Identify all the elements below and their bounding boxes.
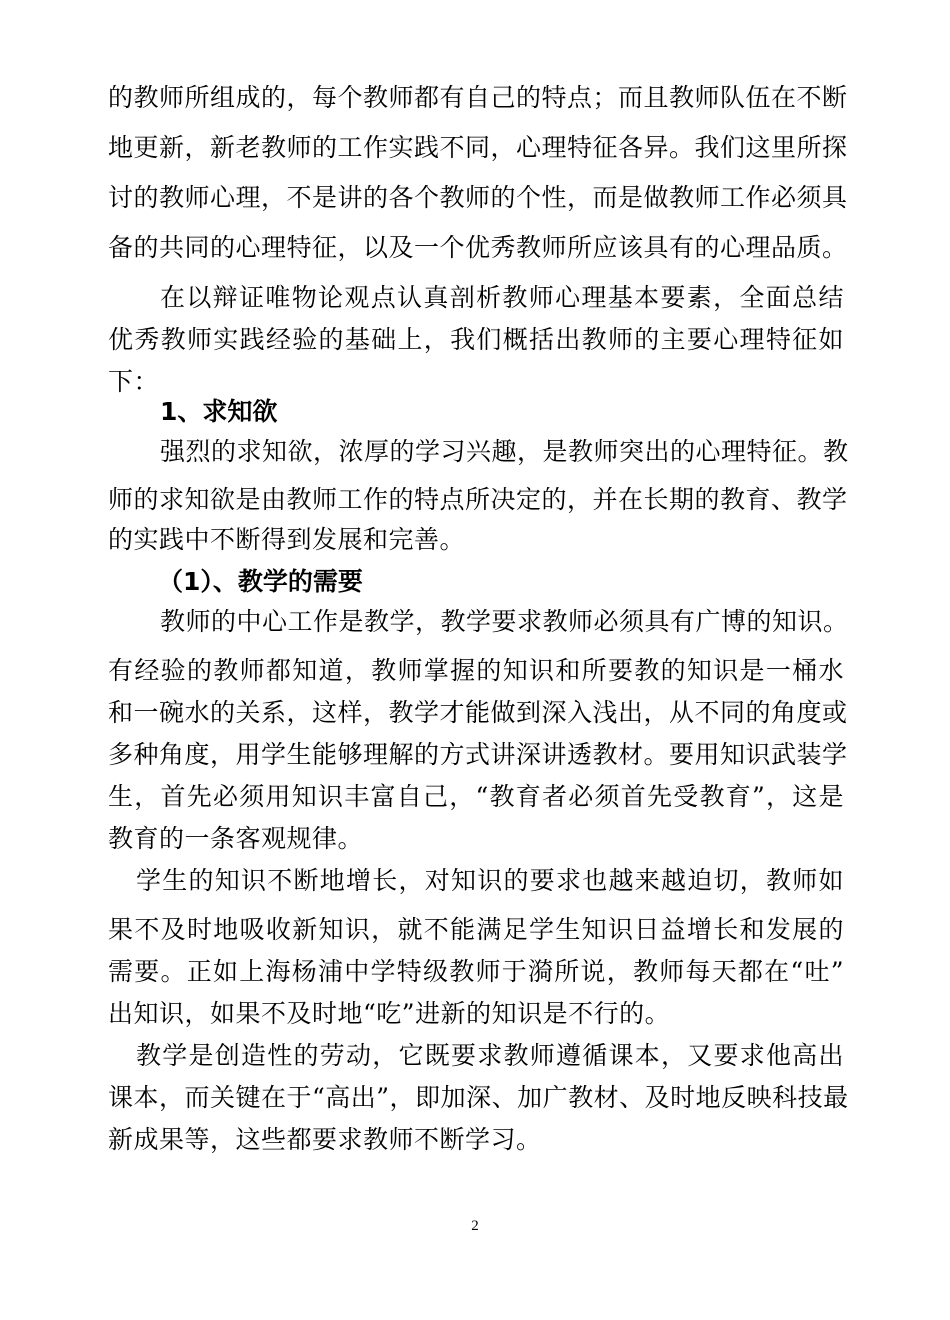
paragraph-line: 下： [108, 367, 160, 396]
section-heading: 1、求知欲 [160, 397, 278, 426]
paragraph-line: 学生的知识不断地增长，对知识的要求也越来越迫切，教师如 [136, 866, 844, 895]
paragraph-line: 教师的中心工作是教学，教学要求教师必须具有广博的知识。 [160, 607, 849, 636]
paragraph-line: 新成果等，这些都要求教师不断学习。 [108, 1125, 542, 1154]
paragraph-line: 强烈的求知欲，浓厚的学习兴趣，是教师突出的心理特征。教 [160, 437, 849, 466]
paragraph-line: 地更新，新老教师的工作实践不同，心理特征各异。我们这里所探 [108, 133, 848, 162]
subsection-heading: （1）、教学的需要 [158, 567, 363, 596]
paragraph-line: 讨的教师心理，不是讲的各个教师的个性，而是做教师工作必须具 [108, 183, 848, 212]
paragraph-line: 优秀教师实践经验的基础上，我们概括出教师的主要心理特征如 [108, 325, 844, 354]
paragraph-line: 生，首先必须用知识丰富自己，“教育者必须首先受教育”，这是 [108, 782, 844, 811]
paragraph-line: 备的共同的心理特征，以及一个优秀教师所应该具有的心理品质。 [108, 233, 848, 262]
paragraph-line: 多种角度，用学生能够理解的方式讲深讲透教材。要用知识武装学 [108, 740, 848, 769]
paragraph-line: 课本，而关键在于“高出”，即加深、加广教材、及时地反映科技最 [108, 1083, 849, 1112]
paragraph-line: 的实践中不断得到发展和完善。 [108, 525, 466, 554]
paragraph-line: 和一碗水的关系，这样，教学才能做到深入浅出，从不同的角度或 [108, 698, 848, 727]
paragraph-line: 教学是创造性的劳动，它既要求教师遵循课本，又要求他高出 [136, 1041, 844, 1070]
paragraph-line: 教育的一条客观规律。 [108, 824, 364, 853]
paragraph-line: 出知识，如果不及时地“吃”进新的知识是不行的。 [108, 999, 671, 1028]
paragraph-line: 果不及时地吸收新知识，就不能满足学生知识日益增长和发展的 [108, 915, 844, 944]
paragraph-line: 在以辩证唯物论观点认真剖析教师心理基本要素，全面总结 [160, 283, 844, 312]
paragraph-line: 有经验的教师都知道，教师掌握的知识和所要教的知识是一桶水 [108, 656, 844, 685]
paragraph-line: 需要。正如上海杨浦中学特级教师于漪所说，教师每天都在“吐” [108, 957, 844, 986]
paragraph-line: 师的求知欲是由教师工作的特点所决定的，并在长期的教育、教学 [108, 485, 848, 514]
page-number: 2 [471, 1218, 479, 1234]
paragraph-line: 的教师所组成的，每个教师都有自己的特点；而且教师队伍在不断 [108, 83, 848, 112]
